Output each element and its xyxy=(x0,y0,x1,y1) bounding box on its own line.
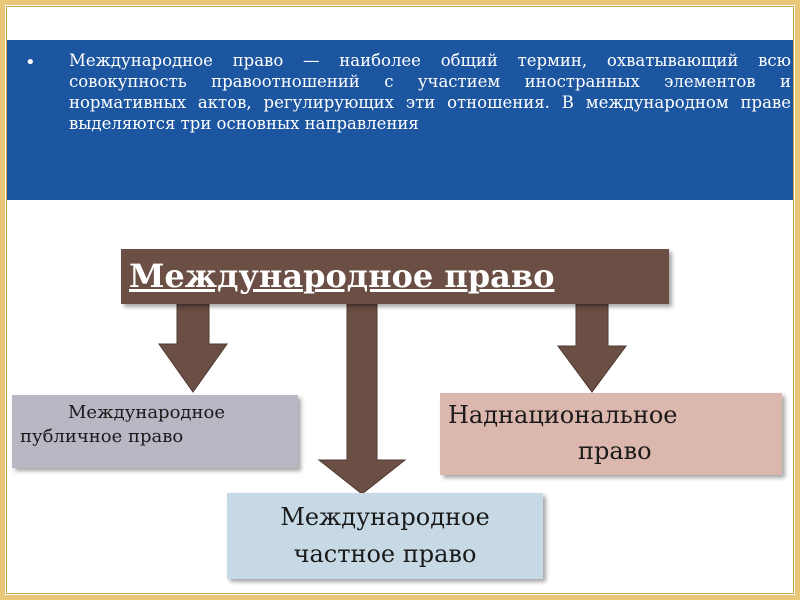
definition-text: Международное право — наиболее общий термин, охватывающий всю совокупность правоотношений с участием иностранных элементов и нормативных актов, регулирующих эти отношения. В международном праве выделяются три основных направления xyxy=(69,51,791,133)
arrow-to-supranational xyxy=(558,304,626,392)
arrow-to-public xyxy=(159,304,227,392)
root-node-international-law: Международное право xyxy=(121,249,669,304)
node-supra-line2: право xyxy=(578,437,652,465)
node-private-line2: частное право xyxy=(293,540,477,568)
node-public-line2: публичное право xyxy=(20,426,184,447)
bullet-marker: • xyxy=(25,52,36,73)
node-public-line1: Международное xyxy=(68,402,225,423)
node-private-line1: Международное xyxy=(280,503,490,531)
node-supra-line1: Наднациональное xyxy=(448,401,678,429)
node-supranational-law xyxy=(440,393,782,475)
node-private-international-law xyxy=(227,493,543,579)
arrow-to-private xyxy=(319,304,405,494)
node-public-international-law xyxy=(12,395,298,468)
